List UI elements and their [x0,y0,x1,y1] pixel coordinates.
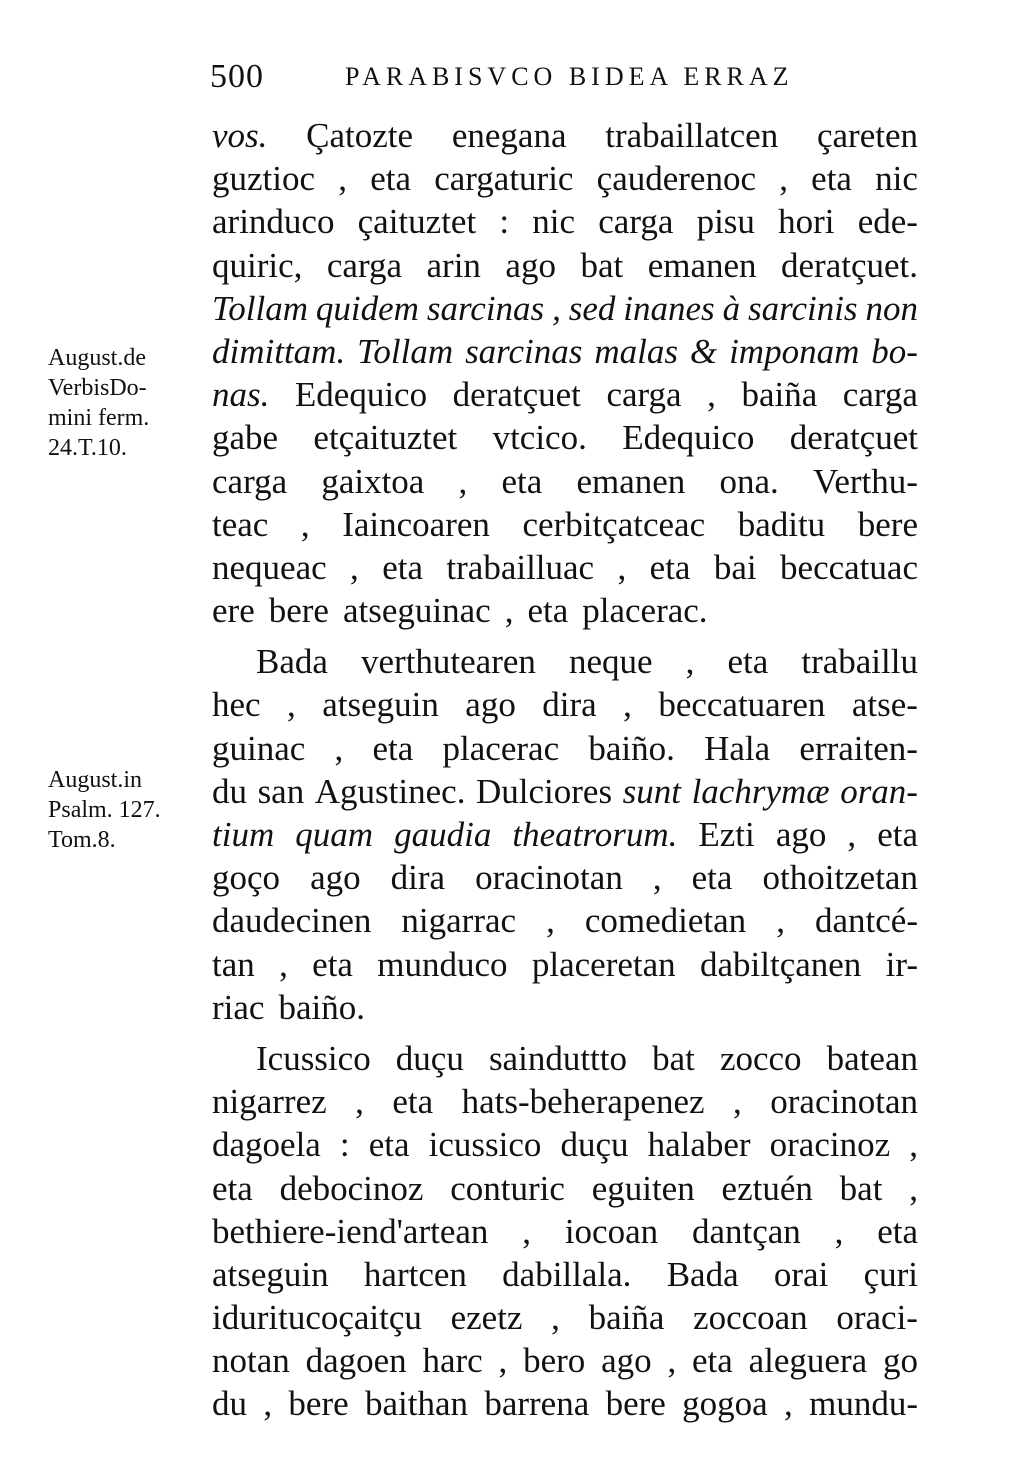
text-line: carga gaixtoa , eta emanen ona. Verthu- [212,461,918,501]
body-text [212,114,918,1426]
text-line: ere bere atseguinac , eta placerac. [212,591,708,631]
text-line: Tollam quidem sarcinas , sed inanes à sarcinis non [212,288,918,328]
text-line: nigarrez , eta hats-beherapenez , oracinotan [212,1082,918,1122]
margin-note [48,765,198,855]
page-number: 500 [210,58,264,95]
text-line: iduritucoçaitçu ezetz , baiña zoccoan oraci- [212,1298,918,1338]
text-line: Icussico duçu sainduttto bat zocco batean [256,1038,918,1078]
text-line: dimittam. Tollam sarcinas malas & imponam bo- [212,331,918,371]
text-line: bethiere-iend'artean , iocoan dantçan , eta [212,1211,918,1251]
text-line: arinduco çaituztet : nic carga pisu hori ede- [212,202,918,242]
text-line: dagoela : eta icussico duçu halaber oracinoz , [212,1125,918,1165]
text-line: eta debocinoz conturic eguiten eztuén bat , [212,1168,918,1208]
text-line: guztioc , eta cargaturic çauderenoc , eta nic [212,159,918,199]
margin-note-line: VerbisDo- [48,375,147,401]
text-line: guinac , eta placerac baiño. Hala erraiten- [212,728,918,768]
margin-note [48,343,198,463]
text-line: riac baiño. [212,987,365,1027]
text-line: goço ago dira oracinotan , eta othoitzetan [212,858,918,898]
margin-note-line: 24.T.10. [48,435,127,461]
margin-note-line: August.de [48,345,146,371]
text-line: tan , eta munduco placeretan dabiltçanen ir- [212,944,918,984]
text-line: du , bere baithan barrena bere gogoa , mundu- [212,1384,918,1424]
text-line: nas. Edequico deratçuet carga , baiña carga [212,375,918,415]
text-line: du san Agustinec. Dulciores sunt lachrymæ oran- [212,771,918,811]
text-line: hec , atseguin ago dira , beccatuaren atse- [212,685,918,725]
margin-note-line: mini ferm. [48,405,150,431]
text-line: notan dagoen harc , bero ago , eta aleguera go [212,1341,918,1381]
page-header [210,58,930,94]
text-line: teac , Iaincoaren cerbitçatceac baditu bere [212,504,918,544]
running-title: PARABISVCO BIDEA ERRAZ [345,62,794,91]
margin-note-line: August.in [48,767,143,793]
text-line: nequeac , eta trabailluac , eta bai beccatuac [212,547,918,587]
margin-note-line: Psalm. 127. [48,797,161,823]
text-line: tium quam gaudia theatrorum. Ezti ago , eta [212,815,918,854]
text-line: quiric, carga arin ago bat emanen deratçuet. [212,245,918,285]
text-line: daudecinen nigarrac , comedietan , dantcé- [212,901,918,941]
text-line: vos. Çatozte enegana trabaillatcen çareten [212,116,918,155]
text-line: gabe etçaituztet vtcico. Edequico deratçuet [212,418,918,458]
text-line: atseguin hartcen dabillala. Bada orai çuri [212,1254,918,1294]
margin-note-line: Tom.8. [48,827,116,853]
text-line: Bada verthutearen neque , eta trabaillu [256,642,918,682]
